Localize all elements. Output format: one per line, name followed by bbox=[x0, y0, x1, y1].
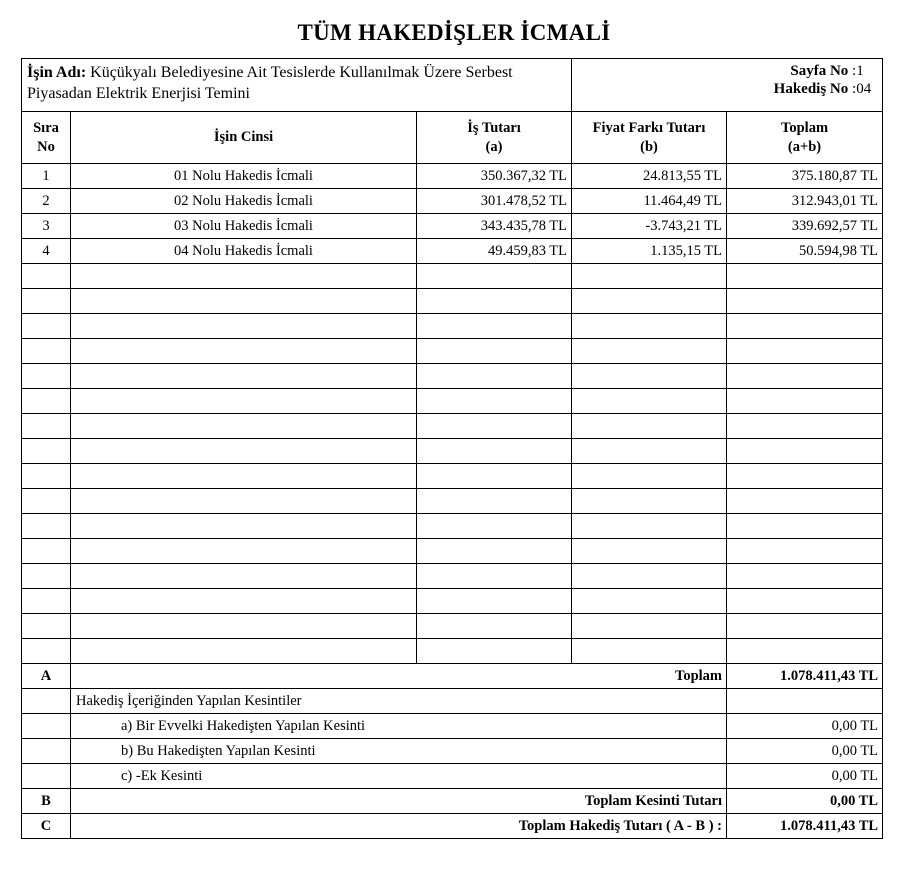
empty-row bbox=[22, 414, 883, 439]
deduction-value: 0,00 TL bbox=[727, 739, 883, 764]
deductions-total-row bbox=[22, 789, 883, 814]
table-row bbox=[22, 239, 883, 264]
empty-row bbox=[22, 614, 883, 639]
row-diff: 1.135,15 TL bbox=[572, 239, 727, 264]
empty-row bbox=[22, 589, 883, 614]
empty-row bbox=[22, 439, 883, 464]
page-value: :1 bbox=[852, 63, 864, 79]
empty-row bbox=[22, 514, 883, 539]
column-header-row bbox=[22, 112, 883, 164]
header-amount: İş Tutarı (a) bbox=[417, 112, 572, 164]
row-diff: -3.743,21 TL bbox=[572, 214, 727, 239]
deductions-title: Hakediş İçeriğinden Yapılan Kesintiler bbox=[71, 689, 727, 714]
row-type: 02 Nolu Hakedis İcmali bbox=[71, 189, 417, 214]
job-name: Küçükyalı Belediyesine Ait Tesislerde Kullanılmak Üzere Serbest Piyasadan Elektrik Enerjisi Temini bbox=[27, 64, 513, 102]
row-type: 01 Nolu Hakedis İcmali bbox=[71, 164, 417, 189]
empty-row bbox=[22, 464, 883, 489]
deductions-total-label: Toplam Kesinti Tutarı bbox=[71, 789, 727, 814]
empty-row bbox=[22, 539, 883, 564]
grand-total-label: Toplam Hakediş Tutarı ( A - B ) : bbox=[71, 814, 727, 839]
row-no: 2 bbox=[22, 189, 71, 214]
row-amount: 301.478,52 TL bbox=[417, 189, 572, 214]
grand-total-value: 1.078.411,43 TL bbox=[727, 814, 883, 839]
row-total: 339.692,57 TL bbox=[727, 214, 883, 239]
job-name-cell bbox=[22, 59, 572, 112]
empty-row bbox=[22, 389, 883, 414]
row-amount: 350.367,32 TL bbox=[417, 164, 572, 189]
summary-table bbox=[21, 58, 883, 839]
table-row bbox=[22, 164, 883, 189]
page-label: Sayfa No bbox=[790, 63, 849, 79]
deduction-label: b) Bu Hakedişten Yapılan Kesinti bbox=[71, 739, 727, 764]
deduction-value: 0,00 TL bbox=[727, 714, 883, 739]
job-info-row bbox=[22, 59, 883, 112]
grand-total-letter: C bbox=[22, 814, 71, 839]
page-info-cell bbox=[572, 59, 883, 112]
empty-row bbox=[22, 314, 883, 339]
header-total: Toplam (a+b) bbox=[727, 112, 883, 164]
job-label: İşin Adı: bbox=[27, 64, 87, 81]
empty-row bbox=[22, 339, 883, 364]
total-label: Toplam bbox=[71, 664, 727, 689]
deductions-total-letter: B bbox=[22, 789, 71, 814]
empty-row bbox=[22, 639, 883, 664]
deduction-label: a) Bir Evvelki Hakedişten Yapılan Kesinti bbox=[71, 714, 727, 739]
header-type: İşin Cinsi bbox=[71, 112, 417, 164]
hakedis-value: :04 bbox=[852, 81, 872, 97]
row-total: 375.180,87 TL bbox=[727, 164, 883, 189]
row-diff: 24.813,55 TL bbox=[572, 164, 727, 189]
header-diff: Fiyat Farkı Tutarı (b) bbox=[572, 112, 727, 164]
table-row bbox=[22, 214, 883, 239]
empty-row bbox=[22, 264, 883, 289]
table-row bbox=[22, 189, 883, 214]
row-amount: 343.435,78 TL bbox=[417, 214, 572, 239]
row-total: 312.943,01 TL bbox=[727, 189, 883, 214]
row-no: 1 bbox=[22, 164, 71, 189]
row-no: 4 bbox=[22, 239, 71, 264]
page-title: TÜM HAKEDİŞLER İCMALİ bbox=[297, 20, 611, 45]
row-total: 50.594,98 TL bbox=[727, 239, 883, 264]
total-row bbox=[22, 664, 883, 689]
row-no: 3 bbox=[22, 214, 71, 239]
row-amount: 49.459,83 TL bbox=[417, 239, 572, 264]
empty-row bbox=[22, 564, 883, 589]
deduction-value: 0,00 TL bbox=[727, 764, 883, 789]
grand-total-row bbox=[22, 814, 883, 839]
deductions-title-row bbox=[22, 689, 883, 714]
deduction-row bbox=[22, 764, 883, 789]
hakedis-label: Hakediş No bbox=[773, 81, 849, 97]
empty-row bbox=[22, 489, 883, 514]
total-letter: A bbox=[22, 664, 71, 689]
header-no: Sıra No bbox=[22, 112, 71, 164]
deductions-total-value: 0,00 TL bbox=[727, 789, 883, 814]
deduction-row bbox=[22, 714, 883, 739]
deduction-label: c) -Ek Kesinti bbox=[71, 764, 727, 789]
row-type: 04 Nolu Hakedis İcmali bbox=[71, 239, 417, 264]
total-value: 1.078.411,43 TL bbox=[727, 664, 883, 689]
empty-row bbox=[22, 364, 883, 389]
row-diff: 11.464,49 TL bbox=[572, 189, 727, 214]
deduction-row bbox=[22, 739, 883, 764]
row-type: 03 Nolu Hakedis İcmali bbox=[71, 214, 417, 239]
empty-row bbox=[22, 289, 883, 314]
